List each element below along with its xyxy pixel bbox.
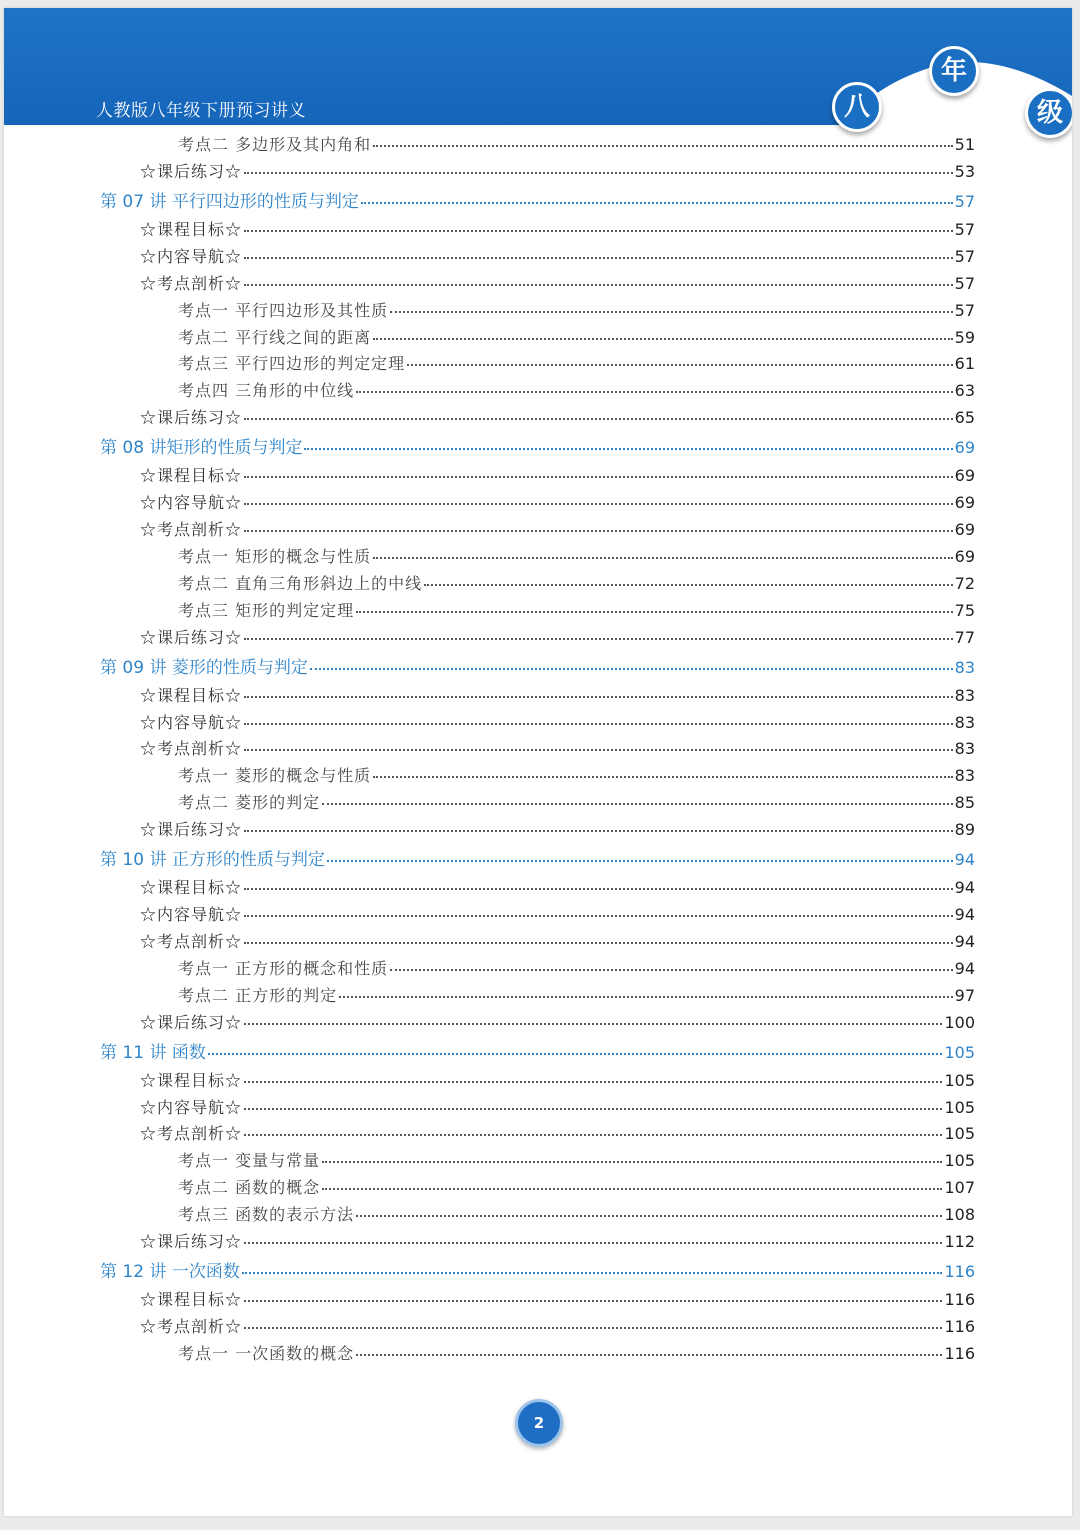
toc-item-row[interactable] — [140, 1317, 975, 1337]
toc-entry-title: 考点三 函数的表示方法 — [178, 1205, 355, 1225]
toc-item-row[interactable] — [140, 878, 975, 898]
toc-sub-row[interactable] — [178, 354, 975, 374]
toc-entry-title: ☆课后练习☆ — [140, 161, 243, 181]
toc-dot-leader — [244, 638, 953, 640]
toc-entry-title: ☆内容导航☆ — [140, 246, 243, 266]
toc-page-number: 83 — [954, 712, 975, 732]
toc-sub-row[interactable] — [178, 601, 975, 621]
toc-entry-title: ☆课程目标☆ — [140, 1290, 243, 1309]
toc-chapter-row[interactable] — [100, 438, 975, 458]
toc-page-number: 105 — [944, 1070, 975, 1090]
toc-entry-title: 考点一 正方形的概念和性质 — [178, 958, 389, 978]
toc-dot-leader — [390, 969, 953, 971]
toc-page-number: 97 — [954, 985, 975, 1005]
toc-entry-title: ☆课程目标☆ — [140, 878, 243, 898]
toc-dot-leader — [244, 476, 953, 478]
toc-dot-leader — [244, 1108, 942, 1110]
toc-entry-title: 考点一 菱形的概念与性质 — [178, 766, 372, 786]
toc-chapter-row[interactable] — [100, 1262, 975, 1282]
toc-page-number: 69 — [954, 493, 975, 513]
toc-item-row[interactable] — [140, 520, 975, 540]
toc-page-number: 69 — [954, 520, 975, 539]
toc-page-number: 107 — [944, 1178, 975, 1198]
toc-page-number: 112 — [944, 1232, 975, 1251]
toc-entry-title: 第 07 讲 平行四边形的性质与判定 — [100, 191, 359, 212]
toc-dot-leader — [244, 257, 953, 259]
toc-dot-leader — [244, 1300, 942, 1302]
toc-dot-leader — [244, 418, 953, 420]
grade-char-nian: 年 — [929, 46, 979, 96]
toc-item-row[interactable] — [140, 247, 975, 267]
toc-page-number: 100 — [944, 1012, 975, 1032]
toc-chapter-row[interactable] — [100, 1043, 975, 1063]
toc-item-row[interactable] — [140, 686, 975, 706]
toc-entry-title: ☆课后练习☆ — [140, 408, 243, 428]
toc-page-number: 65 — [954, 408, 975, 428]
toc-dot-leader — [244, 749, 953, 751]
toc-entry-title: 第 11 讲 函数 — [100, 1042, 206, 1063]
toc-entry-title: 第 10 讲 正方形的性质与判定 — [100, 850, 325, 871]
toc-entry-title: 考点一 一次函数的概念 — [178, 1343, 355, 1363]
toc-dot-leader — [339, 996, 953, 998]
toc-dot-leader — [327, 860, 953, 862]
toc-entry-title: 考点一 平行四边形及其性质 — [178, 300, 389, 320]
toc-page-number: 53 — [954, 161, 975, 181]
toc-entry-title: 考点二 平行线之间的距离 — [178, 327, 372, 347]
toc-chapter-row[interactable] — [100, 850, 975, 870]
toc-entry-title: 第 09 讲 菱形的性质与判定 — [100, 657, 308, 678]
toc-dot-leader — [244, 830, 953, 832]
toc-page-number: 69 — [954, 438, 975, 458]
page-number-badge: 2 — [515, 1399, 563, 1447]
toc-entry-title: ☆内容导航☆ — [140, 712, 243, 732]
toc-sub-row[interactable] — [178, 301, 975, 321]
toc-chapter-row[interactable] — [100, 658, 975, 678]
toc-item-row[interactable] — [140, 1013, 975, 1033]
toc-item-row[interactable] — [140, 1232, 975, 1252]
toc-entry-title: ☆课后练习☆ — [140, 1232, 243, 1251]
toc-entry-title: 考点一 变量与常量 — [178, 1151, 321, 1171]
toc-dot-leader — [373, 557, 953, 559]
toc-entry-title: 第 08 讲矩形的性质与判定 — [100, 438, 303, 459]
toc-page-number: 83 — [954, 657, 975, 677]
toc-dot-leader — [322, 803, 953, 805]
toc-entry-title: 考点三 平行四边形的判定定理 — [178, 354, 406, 374]
toc-dot-leader — [244, 172, 953, 174]
toc-entry-title: 考点二 正方形的判定 — [178, 985, 338, 1005]
toc-dot-leader — [356, 391, 953, 393]
toc-item-row[interactable] — [140, 162, 975, 182]
toc-entry-title: 考点二 函数的概念 — [178, 1178, 321, 1198]
toc-page-number: 94 — [954, 850, 975, 870]
toc-dot-leader — [244, 1134, 942, 1136]
toc-page-number: 51 — [954, 135, 975, 154]
toc-page-number: 105 — [944, 1042, 975, 1062]
toc-entry-title: ☆课后练习☆ — [140, 627, 243, 647]
toc-dot-leader — [304, 448, 952, 450]
toc-page-number: 83 — [954, 766, 975, 786]
toc-item-row[interactable] — [140, 1124, 975, 1144]
toc-page-number: 59 — [954, 327, 975, 347]
toc-sub-row[interactable] — [178, 986, 975, 1006]
toc-page-number: 94 — [954, 878, 975, 898]
toc-entry-title: 考点二 直角三角形斜边上的中线 — [178, 573, 423, 593]
toc-dot-leader — [242, 1272, 943, 1274]
toc-dot-leader — [244, 1023, 942, 1025]
grade-char-ba: 八 — [832, 82, 882, 132]
toc-entry-title: ☆内容导航☆ — [140, 1097, 243, 1117]
toc-item-row[interactable] — [140, 628, 975, 648]
toc-entry-title: 考点四 三角形的中位线 — [178, 381, 355, 401]
toc-page-number: 69 — [954, 546, 975, 566]
toc-item-row[interactable] — [140, 1098, 975, 1118]
toc-item-row[interactable] — [140, 1290, 975, 1310]
toc-page-number: 83 — [954, 739, 975, 759]
header-title: 人教版八年级下册预习讲义 — [96, 101, 306, 121]
toc-entry-title: ☆课程目标☆ — [140, 685, 243, 705]
toc-entry-title: 考点三 矩形的判定定理 — [178, 600, 355, 620]
toc-page-number: 116 — [944, 1290, 975, 1309]
toc-sub-row[interactable] — [178, 328, 975, 348]
toc-page-number: 85 — [954, 793, 975, 813]
toc-dot-leader — [244, 942, 953, 944]
toc-dot-leader — [244, 230, 953, 232]
toc-entry-title: ☆考点剖析☆ — [140, 739, 243, 759]
toc-item-row[interactable] — [140, 274, 975, 294]
toc-item-row[interactable] — [140, 466, 975, 486]
toc-entry-title: ☆考点剖析☆ — [140, 520, 243, 539]
toc-dot-leader — [208, 1053, 943, 1055]
toc-sub-row[interactable] — [178, 766, 975, 786]
toc-sub-row[interactable] — [178, 574, 975, 594]
toc-dot-leader — [244, 1242, 942, 1244]
toc-page-number: 77 — [954, 627, 975, 647]
toc-dot-leader — [356, 1354, 942, 1356]
document-page — [4, 8, 1072, 1516]
toc-dot-leader — [361, 202, 953, 204]
toc-page-number: 116 — [944, 1262, 975, 1281]
toc-dot-leader — [244, 530, 953, 532]
toc-dot-leader — [407, 364, 953, 366]
toc-dot-leader — [373, 145, 953, 147]
toc-entry-title: ☆考点剖析☆ — [140, 1316, 243, 1336]
toc-page-number: 57 — [954, 273, 975, 293]
toc-dot-leader — [424, 584, 953, 586]
toc-item-row[interactable] — [140, 493, 975, 513]
toc-entry-title: ☆课后练习☆ — [140, 1012, 243, 1032]
toc-page-number: 116 — [944, 1343, 975, 1363]
toc-dot-leader — [322, 1161, 942, 1163]
toc-page-number: 108 — [944, 1205, 975, 1225]
toc-page-number: 83 — [954, 685, 975, 705]
toc-entry-title: ☆课程目标☆ — [140, 466, 243, 486]
toc-page-number: 94 — [954, 905, 975, 924]
toc-item-row[interactable] — [140, 932, 975, 952]
toc-dot-leader — [244, 915, 953, 917]
toc-dot-leader — [244, 503, 953, 505]
toc-page-number: 61 — [954, 354, 975, 374]
toc-entry-title: 考点一 矩形的概念与性质 — [178, 546, 372, 566]
toc-dot-leader — [244, 723, 953, 725]
toc-dot-leader — [356, 1215, 942, 1217]
toc-dot-leader — [373, 776, 953, 778]
toc-page-number: 89 — [954, 820, 975, 840]
toc-page-number: 105 — [944, 1097, 975, 1117]
toc-entry-title: ☆考点剖析☆ — [140, 931, 243, 951]
toc-sub-row[interactable] — [178, 1344, 975, 1364]
toc-page-number: 57 — [954, 300, 975, 320]
toc-page-number: 57 — [954, 219, 975, 239]
toc-item-row[interactable] — [140, 220, 975, 240]
toc-page-number: 94 — [954, 958, 975, 978]
toc-page-number: 69 — [954, 466, 975, 486]
toc-page-number: 63 — [954, 381, 975, 401]
toc-sub-row[interactable] — [178, 793, 975, 813]
toc-entry-title: ☆内容导航☆ — [140, 493, 243, 513]
grade-char-ji: 级 — [1025, 88, 1072, 138]
toc-dot-leader — [322, 1188, 942, 1190]
toc-sub-row[interactable] — [178, 547, 975, 567]
toc-dot-leader — [244, 284, 953, 286]
toc-page-number: 75 — [954, 600, 975, 620]
toc-dot-leader — [310, 668, 953, 670]
toc-page-number: 57 — [954, 246, 975, 266]
toc-item-row[interactable] — [140, 1071, 975, 1091]
toc-entry-title: ☆考点剖析☆ — [140, 273, 243, 293]
toc-item-row[interactable] — [140, 905, 975, 925]
toc-dot-leader — [244, 888, 953, 890]
toc-entry-title: ☆考点剖析☆ — [140, 1124, 243, 1144]
toc-page-number: 105 — [944, 1151, 975, 1171]
toc-entry-title: 考点二 多边形及其内角和 — [178, 135, 372, 154]
toc-dot-leader — [244, 1327, 942, 1329]
toc-page-number: 94 — [954, 931, 975, 951]
toc-entry-title: ☆课程目标☆ — [140, 219, 243, 239]
toc-item-row[interactable] — [140, 739, 975, 759]
toc-page-number: 72 — [954, 573, 975, 593]
toc-sub-row[interactable] — [178, 135, 975, 155]
toc-item-row[interactable] — [140, 408, 975, 428]
toc-sub-row[interactable] — [178, 1151, 975, 1171]
toc-entry-title: ☆内容导航☆ — [140, 905, 243, 924]
toc-entry-title: 考点二 菱形的判定 — [178, 793, 321, 813]
toc-page-number: 116 — [944, 1316, 975, 1336]
toc-item-row[interactable] — [140, 713, 975, 733]
toc-sub-row[interactable] — [178, 959, 975, 979]
toc-entry-title: ☆课后练习☆ — [140, 820, 243, 840]
toc-dot-leader — [244, 1081, 942, 1083]
toc-item-row[interactable] — [140, 820, 975, 840]
toc-entry-title: 第 12 讲 一次函数 — [100, 1262, 240, 1282]
toc-page-number: 57 — [954, 191, 975, 211]
toc-sub-row[interactable] — [178, 1178, 975, 1198]
toc-sub-row[interactable] — [178, 381, 975, 401]
toc-chapter-row[interactable] — [100, 192, 975, 212]
toc-entry-title: ☆课程目标☆ — [140, 1070, 243, 1090]
toc-dot-leader — [390, 311, 953, 313]
toc-dot-leader — [244, 696, 953, 698]
toc-dot-leader — [356, 611, 953, 613]
toc-page-number: 105 — [944, 1124, 975, 1144]
toc-dot-leader — [373, 338, 953, 340]
toc-sub-row[interactable] — [178, 1205, 975, 1225]
